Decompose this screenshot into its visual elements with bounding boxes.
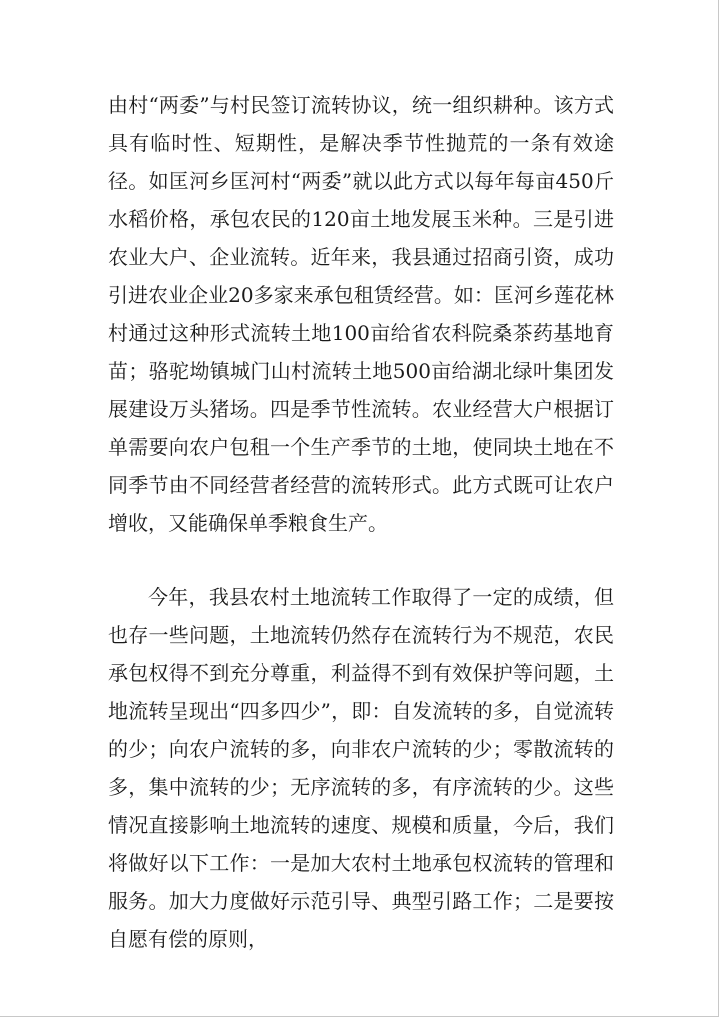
- paragraph-land-transfer-methods: 由村“两委”与村民签订流转协议，统一组织耕种。该方式具有临时性、短期性，是解决季节性抛荒的一条有效途径。如匡河乡匡河村“两委”就以此方式以每年每亩450斤水稻价格，承包农民的120亩土地发展玉米种。三是引进农业大户、企业流转。近年来，我县通过招商引资，成功引进农业企业20多家来承包租赁经营。如：匡河乡莲花林村通过这种形式流转土地100亩给省农科院桑茶药基地育苗；骆驼坳镇城门山村流转土地500亩给湖北绿叶集团发展建设万头猪场。四是季节性流转。农业经营大户根据订单需要向农户包租一个生产季节的土地，使同块土地在不同季节由不同经营者经营的流转形式。此方式既可让农户增收，又能确保单季粮食生产。: [108, 93, 614, 535]
- paragraph-problems-and-measures: 今年，我县农村土地流转工作取得了一定的成绩，但也存一些问题，土地流转仍然存在流转行为不规范，农民承包权得不到充分尊重，利益得不到有效保护等问题，土地流转呈现出“四多四少”，即：自发流转的多，自觉流转的少；向农户流转的多，向非农户流转的少；零散流转的多，集中流转的少；无序流转的多，有序流转的少。这些情况直接影响土地流转的速度、规模和质量，今后，我们将做好以下工作：一是加大农村土地承包权流转的管理和服务。加大力度做好示范引导、典型引路工作；二是要按自愿有偿的原则，: [108, 585, 614, 951]
